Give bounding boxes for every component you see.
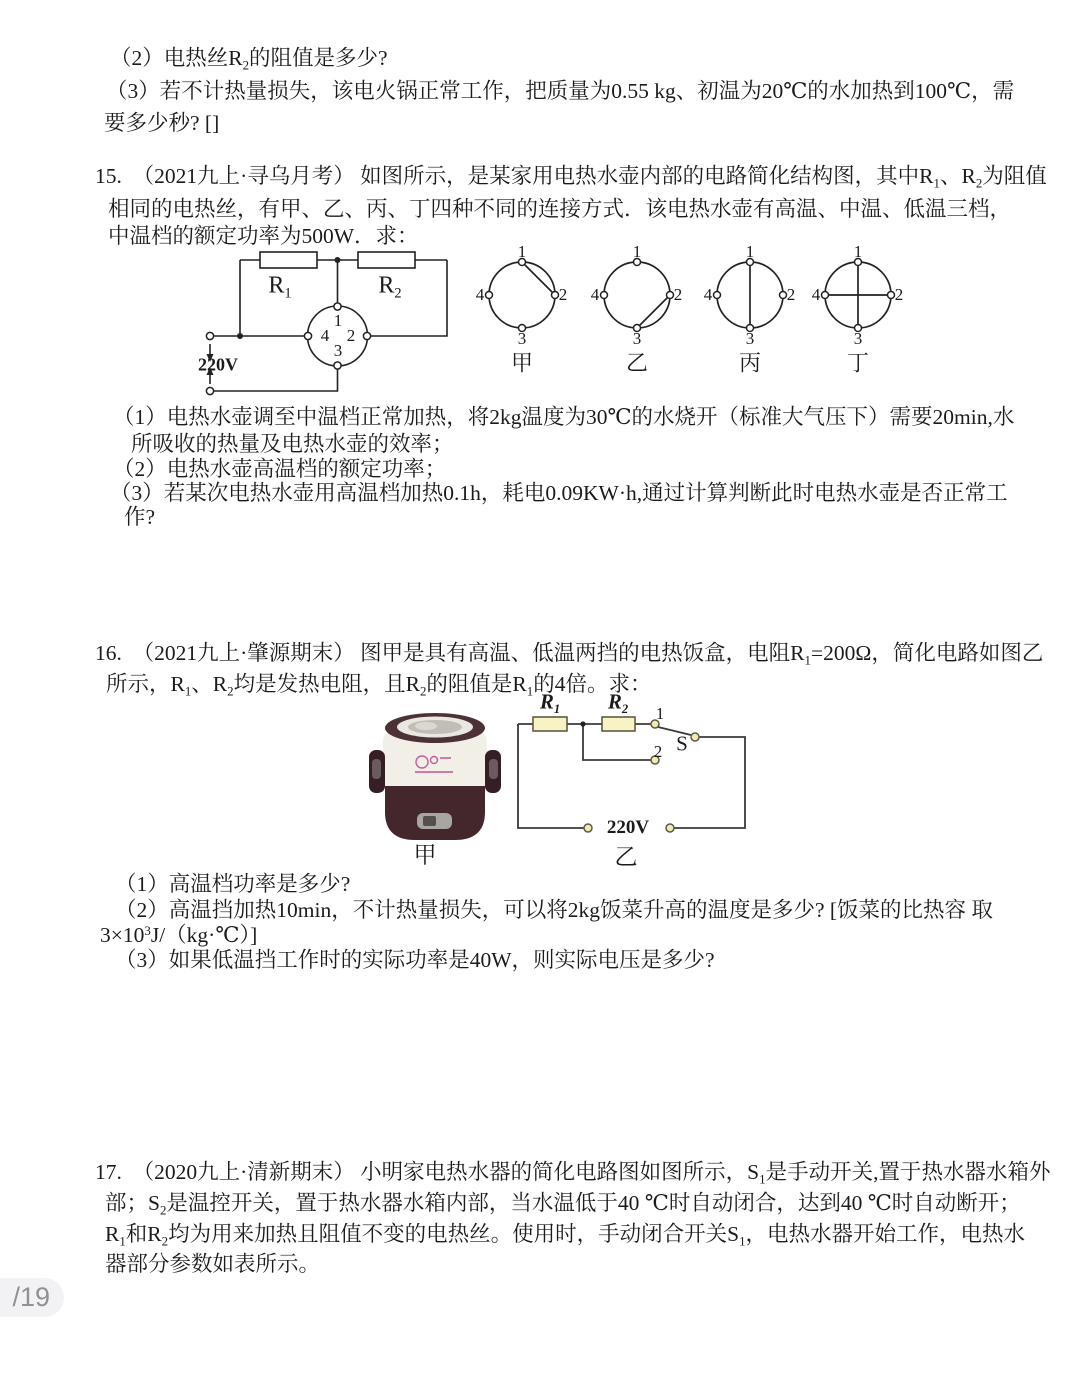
intro-line-1: （2）电热丝$R_2$的阻值是多少?: [110, 46, 388, 73]
circuit-wires: [518, 724, 745, 828]
source-terminal-bottom: [206, 387, 213, 394]
mode-jia-pin-1: 1: [517, 242, 527, 261]
mode-jia-pin-2: 2: [558, 285, 568, 304]
q16-circuit-diagram: [500, 690, 780, 870]
mode-bing-pin-2: 2: [786, 285, 796, 304]
q15-sub3-line-2: 作?: [124, 505, 156, 529]
q16-sub2-line-2: $3\times 10^3J/(kg\cdot℃)$]: [100, 923, 258, 947]
switch-pivot: [691, 733, 699, 741]
q16-line-2: 所示，$R_1$、$R_2$均是发热电阻，且$R_2$的阻值是$R_1$的4倍。求：: [106, 672, 652, 699]
mode-yi-label: 乙: [625, 350, 649, 376]
q17-line-4: 器部分参数如表所示。: [105, 1252, 321, 1276]
mode-jia-label: 甲: [510, 350, 534, 376]
q15-switch-pin-4: 4: [320, 326, 330, 345]
junction-dot-left: [237, 333, 243, 339]
mode-circles: [489, 262, 891, 328]
resistor-r2-box: [358, 252, 415, 268]
resistor-r1-box: [533, 717, 567, 731]
mode-ding-label: 丁: [846, 350, 870, 376]
q16-circuit-caption: 乙: [614, 844, 638, 870]
mode-bing-pin-3: 3: [745, 329, 755, 348]
q15-sub1-line-2: 所吸收的热量及电热水壶的效率；: [131, 432, 454, 456]
q15-line-2: 相同的电热丝，有甲、乙、丙、丁四种不同的连接方式．该电热水壶有高温、中温、低温三档，: [108, 197, 1012, 221]
source-terminal-top: [206, 332, 213, 339]
q15-line-3: 中温档的额定功率为500W．求：: [108, 224, 419, 248]
q15-sub2: （2）电热水壶高温档的额定功率；: [113, 457, 447, 481]
page-indicator-text: /19: [12, 1282, 50, 1312]
q15-sub1-line-1: （1）电热水壶调至中温档正常加热，将2kg温度为30℃的水烧开（标准大气压下）需要20min,水: [113, 405, 1015, 429]
q15-sub3-line-1: （3）若某次电热水壶用高温档加热0.1h，耗电0.09KW·h,通过计算判断此时电热水壶是否正常工: [110, 481, 1008, 505]
q16-r2-label: $R_2$: [607, 689, 629, 716]
q15-line-1: 15. （2021九上·寻乌月考） 如图所示，是某家用电热水壶内部的电路简化结构图，其中$R_1$、$R_2$为阻值: [95, 164, 1047, 191]
junction-dot: [580, 721, 585, 726]
source-terminal-left: [584, 824, 592, 832]
q16-voltage-label: 220V: [606, 817, 650, 838]
junction-dot-top: [335, 257, 341, 263]
q16-photo-caption: 甲: [413, 842, 437, 868]
mode-yi-pin-4: 4: [590, 285, 600, 304]
intro-line-3: 要多少秒? []: [104, 111, 220, 135]
q17-line-2: 部；$S_2$是温控开关，置于热水器水箱内部，当水温低于40 ℃时自动闭合，达到40 ℃时自动断开；: [105, 1191, 1021, 1218]
mode-yi-pin-3: 3: [632, 329, 642, 348]
q16-sub2-line-1: （2）高温挡加热10min，不计热量损失，可以将2kg饭菜升高的温度是多少? [饭菜的比热容 取: [115, 898, 993, 922]
mode-ding-pin-2: 2: [894, 285, 904, 304]
page-indicator: [0, 1278, 64, 1317]
mode-ding-pin-1: 1: [853, 242, 863, 261]
q16-switch-label: S: [676, 731, 688, 756]
q17-line-1: 17. （2020九上·清新期末） 小明家电热水器的简化电路图如图所示，$S_1$是手动开关,置于热水器水箱外: [95, 1160, 1051, 1187]
q15-switch-pin-1: 1: [333, 311, 343, 330]
mode-bing-label: 丙: [738, 350, 762, 376]
q15-r2-label: $R_2$: [378, 272, 402, 302]
resistor-r2-box: [602, 717, 635, 731]
q17-line-3: $R_1$和$R_2$均为用来加热且阻值不变的电热丝。使用时，手动闭合开关$S_1$，电热水器开始工作，电热水: [105, 1222, 1026, 1249]
q16-sub1: （1）高温档功率是多少?: [115, 872, 351, 896]
mode-yi-pin-1: 1: [632, 242, 642, 261]
q15-switch-pin-3: 3: [333, 341, 343, 360]
mode-ding-pin-3: 3: [853, 329, 863, 348]
q15-switch-pin-2: 2: [346, 326, 356, 345]
q16-cooker-photo: [365, 698, 505, 848]
q16-r1-label: $R_1$: [539, 689, 561, 716]
mode-jia-pin-4: 4: [475, 285, 485, 304]
mode-bing-pin-1: 1: [745, 242, 755, 261]
mode-bing-pin-4: 4: [703, 285, 713, 304]
q16-sub3: （3）如果低温挡工作时的实际功率是40W，则实际电压是多少?: [115, 948, 715, 972]
mode-jia-pin-3: 3: [517, 329, 527, 348]
resistor-r1-box: [260, 252, 317, 268]
source-terminal-right: [666, 824, 674, 832]
q15-voltage-label: 220V: [198, 354, 238, 375]
q16-contact-2-label: 2: [653, 742, 663, 761]
mode-ding-pin-4: 4: [811, 285, 821, 304]
q15-switch-modes-diagram: [460, 245, 940, 340]
mode-yi-pin-2: 2: [673, 285, 683, 304]
q15-r1-label: $R_1$: [268, 272, 292, 302]
q16-contact-1-label: 1: [655, 704, 665, 723]
intro-line-2: （3）若不计热量损失，该电火锅正常工作，把质量为0.55 kg、初温为20℃的水加热到100℃，需: [106, 79, 1015, 103]
q16-line-1: 16. （2021九上·肇源期末） 图甲是具有高温、低温两挡的电热饭盒，电阻$R_1=200\Omega$，简化电路如图乙: [95, 641, 1044, 668]
